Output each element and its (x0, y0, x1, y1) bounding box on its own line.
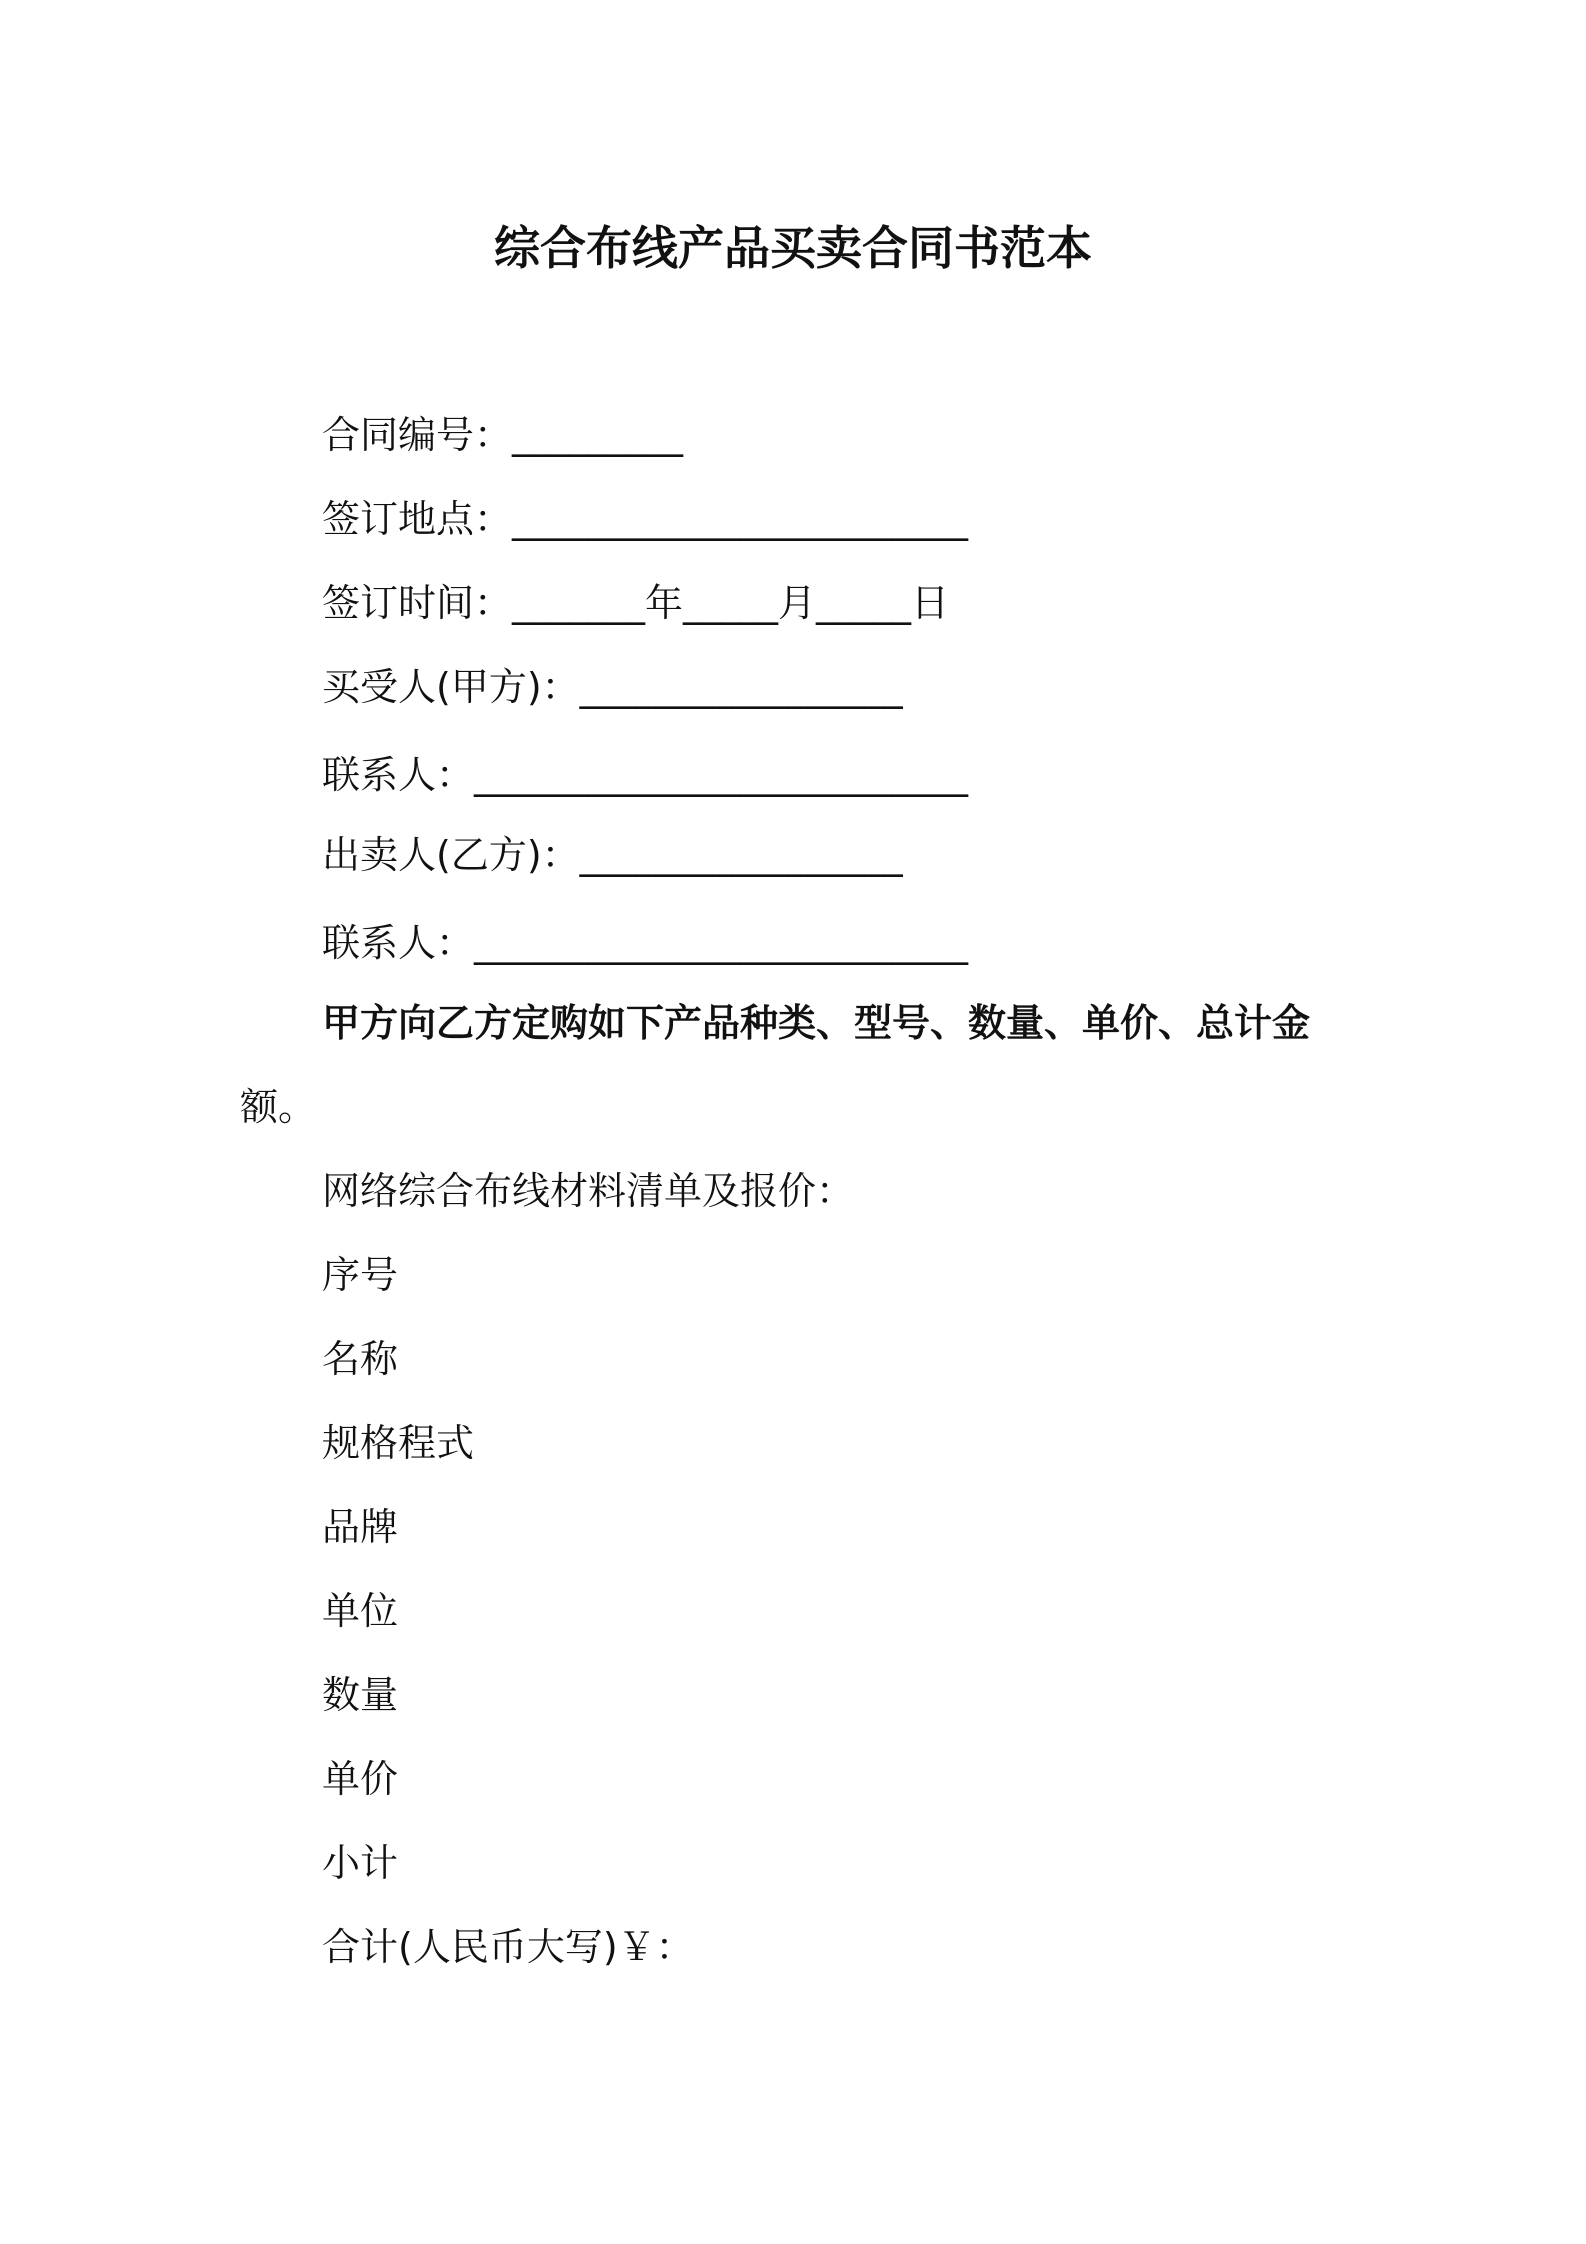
column-label-spec: 规格程式 (322, 1421, 475, 1465)
seller-contact-field: 联系人：__________________________ (322, 921, 969, 965)
buyer-contact-field: 联系人：__________________________ (322, 753, 969, 797)
column-label-unit-price: 单价 (322, 1757, 399, 1801)
column-label-name: 名称 (322, 1337, 399, 1381)
list-heading: 网络综合布线材料清单及报价： (322, 1169, 855, 1213)
column-label-unit: 单位 (322, 1589, 399, 1633)
intro-paragraph-line-2: 额。 (240, 1085, 317, 1129)
buyer-field: 买受人(甲方)：_________________ (322, 665, 903, 709)
sign-place-field: 签订地点：________________________ (322, 497, 969, 541)
column-label-index: 序号 (322, 1253, 399, 1297)
column-label-quantity: 数量 (322, 1673, 399, 1717)
intro-paragraph-line-1: 甲方向乙方定购如下产品种类、型号、数量、单价、总计金 (322, 1001, 1311, 1045)
column-label-subtotal: 小计 (322, 1841, 399, 1885)
document-title: 综合布线产品买卖合同书范本 (494, 221, 1092, 275)
seller-field: 出卖人(乙方)：_________________ (322, 833, 903, 877)
column-label-brand: 品牌 (322, 1505, 399, 1549)
total-label: 合计(人民币大写)￥： (322, 1925, 694, 1969)
sign-date-field: 签订时间：_______年_____月_____日 (322, 581, 950, 625)
contract-number-field: 合同编号：_________ (322, 413, 684, 457)
